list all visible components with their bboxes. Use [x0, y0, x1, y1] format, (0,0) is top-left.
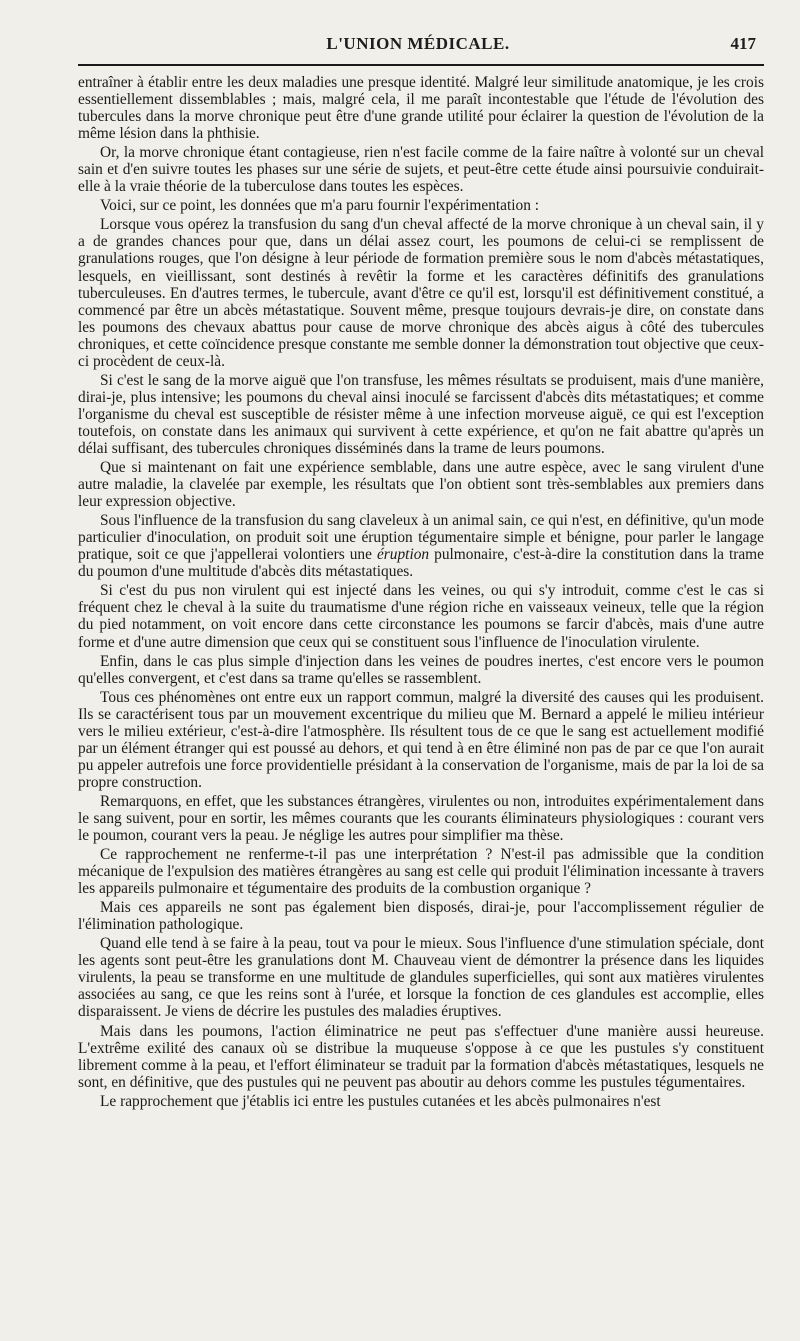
paragraph: Quand elle tend à se faire à la peau, tout va pour le mieux. Sous l'influence d'une stimulation spéciale, dont les agents sont peut-être les granulations dont M. Chauveau vient de démontrer la présence dans les liquides virulents, la peau se transforme en une multitude de glandules superficielles, qui sont aux matières virulentes associées au sang, ce que les reins sont à l'urée, et lorsque la fonction de ces glandules est accomplie, elles disparaissent. Je viens de décrire les pustules des maladies éruptives.: [78, 935, 764, 1021]
paragraph: Que si maintenant on fait une expérience semblable, dans une autre espèce, avec le sang virulent d'une autre maladie, la clavelée par exemple, les résultats que l'on obtient sont très-semblables aux premiers dans leur expression objective.: [78, 459, 764, 511]
paragraph: Or, la morve chronique étant contagieuse, rien n'est facile comme de la faire naître à volonté sur un cheval sain et d'en suivre toutes les phases sur une série de sujets, et peut-être cette étude ainsi poursuivie conduirait-elle à la vraie théorie de la tuberculose dans toutes les espèces.: [78, 144, 764, 196]
paragraph: Si c'est du pus non virulent qui est injecté dans les veines, ou qui s'y introduit, comme c'est le cas si fréquent chez le cheval à la suite du traumatisme d'une région riche en vaisseaux veineux, telle que la région du pied notamment, on voit encore dans cette circonstance les poumons se farcir d'abcès, mais d'une autre forme et d'une autre dimension que ceux qui se constituent sous l'influence de l'inoculation virulente.: [78, 582, 764, 651]
emphasized-word: éruption: [376, 546, 430, 564]
paragraph: Tous ces phénomènes ont entre eux un rapport commun, malgré la diversité des causes qui les produisent. Ils se caractérisent tous par un mouvement excentrique du milieu que M. Bernard a appelé le milieu intérieur vers le milieu extérieur, c'est-à-dire l'atmosphère. Ils résultent tous de ce que le sang est actuellement modifié par un élément étranger qui est poussé au dehors, et qui tend à en être éliminé non pas de par ce que l'on aurait pu appeler autrefois une force providentielle présidant à la conservation de l'organisme, mais de par la loi de sa propre construction.: [78, 688, 764, 791]
paragraph: Ce rapprochement ne renferme-t-il pas une interprétation ? N'est-il pas admissible que la condition mécanique de l'expulsion des matières étrangères au sang est celle qui produit l'élimination incessante à travers les appareils pulmonaire et tégumentaire des produits de la combustion organique ?: [78, 846, 764, 898]
paragraph: [78, 512, 764, 580]
paragraph: Mais dans les poumons, l'action éliminatrice ne peut pas s'effectuer d'une manière aussi heureuse. L'extrême exilité des canaux où se distribue la muqueuse s'oppose à ce que les pustules s'y constituent librement comme à la peau, et l'effort éliminateur se traduit par la formation d'abcès métastatiques, lesquels ne sont, en définitive, que des pustules qui ne peuvent pas aboutir au dehors comme les pustules tégumentaires.: [78, 1022, 764, 1091]
paragraph: Enfin, dans le cas plus simple d'injection dans les veines de poudres inertes, c'est encore vers le poumon qu'elles convergent, et c'est dans sa trame qu'elles se rassemblent.: [78, 652, 764, 687]
page-number: 417: [730, 34, 756, 53]
paragraph: entraîner à établir entre les deux maladies une presque identité. Malgré leur similitude anatomique, je les crois essentiellement dissemblables ; mais, malgré cela, il me paraît incontestable que l'étude de l'évolution des tubercules dans la morve chronique peut être d'une grande utilité pour éclairer la question de l'évolution de la même lésion dans la phthisie.: [78, 74, 764, 143]
paragraph: Le rapprochement que j'établis ici entre les pustules cutanées et les abcès pulmonaires n'est: [100, 1092, 661, 1110]
header-rule: [78, 64, 764, 66]
paragraph: Remarquons, en effet, que les substances étrangères, virulentes ou non, introduites expérimentalement dans le sang suivent, pour en sortir, les mêmes courants que les courants éliminateurs physiologiques : courant vers le poumon, courant vers la peau. Je néglige les autres pour simplifier ma thèse.: [78, 792, 764, 845]
body-text: [78, 74, 764, 1110]
paragraph: Si c'est le sang de la morve aiguë que l'on transfuse, les mêmes résultats se produisent, mais d'une manière, dirai-je, plus intensive; les poumons du cheval ainsi inoculé se farcissent d'abcès dits métastatiques; et comme l'organisme du cheval est susceptible de résister même à une infection morveuse aiguë, ce qui est l'exception toutefois, on constate dans les animaux qui survivent à cette expérience, et qu'on ne fait abattre qu'après un délai suffisant, des tubercules chroniques disséminés dans la trame de leurs poumons.: [78, 371, 764, 457]
paragraph: Mais ces appareils ne sont pas également bien disposés, dirai-je, pour l'accomplissement régulier de l'élimination pathologique.: [78, 899, 764, 934]
running-head: [78, 34, 758, 58]
paragraph: Lorsque vous opérez la transfusion du sang d'un cheval affecté de la morve chronique à un cheval sain, il y a de grandes chances pour que, dans un délai assez court, les poumons de celui-ci se remplissent de granulations rouges, que l'on désigne à leur période de formation première sous le nom d'abcès métastatiques, lesquels, en vieillissant, sont destinés à revêtir la forme et les caractères définitifs des granulations tuberculeuses. En d'autres termes, le tubercule, avant d'être ce qu'il est, lorsqu'il est définitivement constitué, a commencé par être un abcès métastatique. Souvent même, presque toujours devrais-je dire, on constate dans les poumons des chevaux abattus pour cause de morve chronique des abcès aigus à côté des tubercules chroniques, et cette coïncidence presque constante me semble donner la démonstration tout objective que ceux-ci procèdent de ceux-là.: [78, 216, 764, 370]
paragraph-text: pulmonaire, c'est-à-dire la constitution dans la trame du poumon d'une multitude d'abcès dits métastatiques.: [78, 546, 764, 581]
paragraph-text: Sous l'influence de la transfusion du sang claveleux à un animal sain, ce qui n'est, en définitive, qu'un mode particulier d'inoculation, on produit soit une éruption tégumentaire simple et bénigne, pour parler le langage pratique, soit ce que j'appellerai volontiers une: [78, 512, 764, 564]
journal-title: L'UNION MÉDICALE.: [326, 34, 510, 53]
paragraph: Voici, sur ce point, les données que m'a paru fournir l'expérimentation :: [100, 197, 540, 215]
